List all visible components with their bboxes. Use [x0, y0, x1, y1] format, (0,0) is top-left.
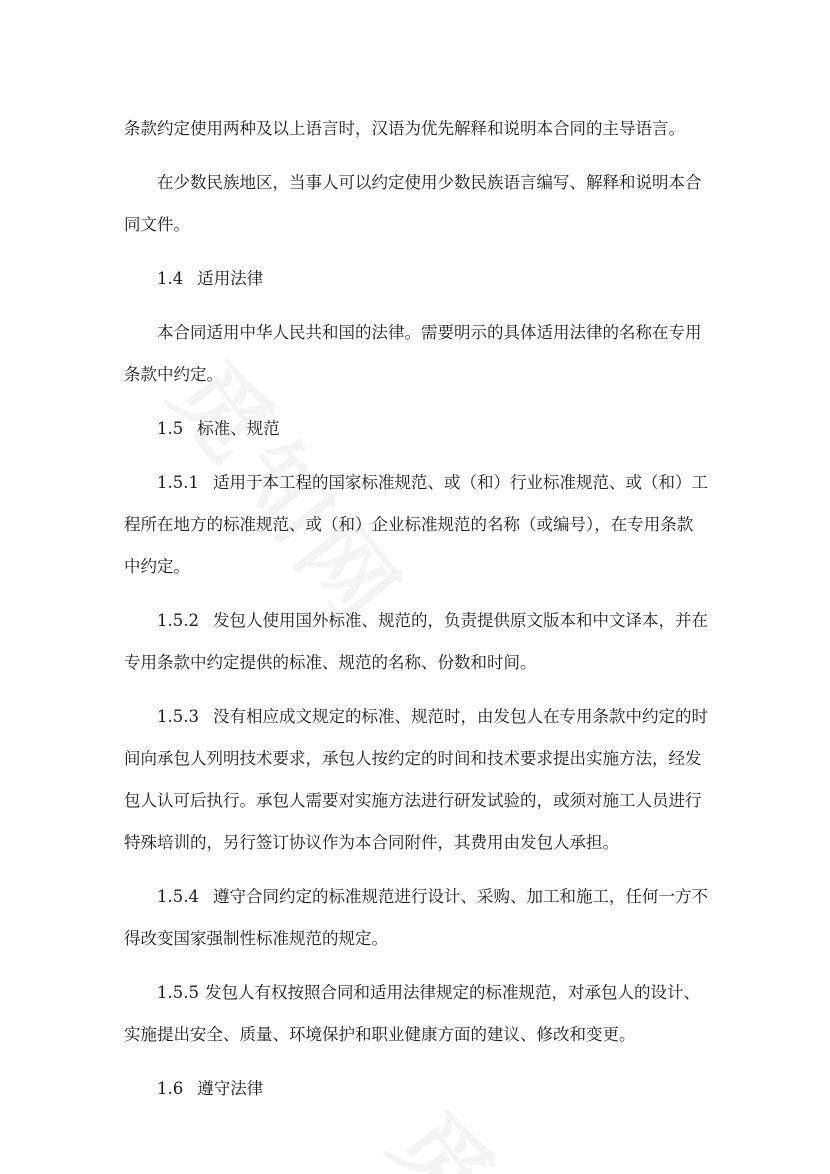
paragraph-minority-language — [124, 162, 708, 246]
document-body — [124, 108, 708, 1122]
text-line: 特殊培训的，另行签订协议作为本合同附件，其费用由发包人承担。 — [124, 833, 619, 852]
section-number: 1.5 — [157, 419, 184, 438]
section-title: 适用法律 — [197, 269, 264, 288]
paragraph-language-priority — [124, 108, 708, 150]
section-title: 标准、规范 — [197, 419, 280, 438]
text-line: 间向承包人列明技术要求，承包人按约定的时间和技术要求提出实施方法，经发 — [124, 749, 702, 768]
clause-1-5-1 — [124, 462, 708, 588]
text-line — [124, 972, 708, 1014]
section-number: 1.6 — [157, 1079, 184, 1098]
clause-text: 发包人有权按照合同和适用法律规定的标准规范，对承包人的设计、 — [204, 983, 700, 1002]
text-line — [124, 696, 708, 738]
section-heading-1-5 — [124, 408, 708, 450]
clause-1-5-5 — [124, 972, 708, 1056]
clause-number: 1.5.3 — [157, 707, 199, 726]
clause-1-5-4 — [124, 876, 708, 960]
text-line — [124, 462, 708, 504]
section-heading-1-4 — [124, 258, 708, 300]
clause-text: 发包人使用国外标准、规范的，负责提供原文版本和中文译本，并在 — [212, 611, 708, 630]
text-line: 程所在地方的标准规范、或（和）企业标准规范的名称（或编号），在专用条款 — [124, 515, 694, 534]
clause-number: 1.5.2 — [157, 611, 199, 630]
clause-text: 没有相应成文规定的标准、规范时，由发包人在专用条款中约定的时 — [212, 707, 708, 726]
text-line — [124, 600, 708, 642]
text-line: 在少数民族地区，当事人可以约定使用少数民族语言编写、解释和说明本合 — [157, 173, 702, 192]
clause-number: 1.5.1 — [157, 473, 199, 492]
text-line: 条款中约定。 — [124, 365, 223, 384]
text-line: 本合同适用中华人民共和国的法律。需要明示的具体适用法律的名称在专用 — [157, 323, 702, 342]
section-heading-1-6 — [124, 1068, 708, 1110]
text-line: 同文件。 — [124, 215, 190, 234]
clause-number: 1.5.4 — [157, 887, 199, 906]
clause-1-5-3 — [124, 696, 708, 864]
paragraph-applicable-law — [124, 312, 708, 396]
text-line: 包人认可后执行。承包人需要对实施方法进行研发试验的，或须对施工人员进行 — [124, 791, 702, 810]
clause-1-5-2 — [124, 600, 708, 684]
text-line — [124, 876, 708, 918]
text-line: 得改变国家强制性标准规范的规定。 — [124, 929, 388, 948]
text-line: 专用条款中约定提供的标准、规范的名称、份数和时间。 — [124, 653, 537, 672]
clause-text: 遵守合同约定的标准规范进行设计、采购、加工和施工，任何一方不 — [212, 887, 708, 906]
text-line: 中约定。 — [124, 557, 190, 576]
clause-text: 适用于本工程的国家标准规范、或（和）行业标准规范、或（和）工 — [212, 473, 708, 492]
section-number: 1.4 — [157, 269, 184, 288]
text-line: 条款约定使用两种及以上语言时，汉语为优先解释和说明本合同的主导语言。 — [124, 119, 685, 138]
text-line: 实施提出安全、质量、环境保护和职业健康方面的建议、修改和变更。 — [124, 1025, 636, 1044]
clause-number: 1.5.5 — [157, 983, 199, 1002]
section-title: 遵守法律 — [197, 1079, 264, 1098]
